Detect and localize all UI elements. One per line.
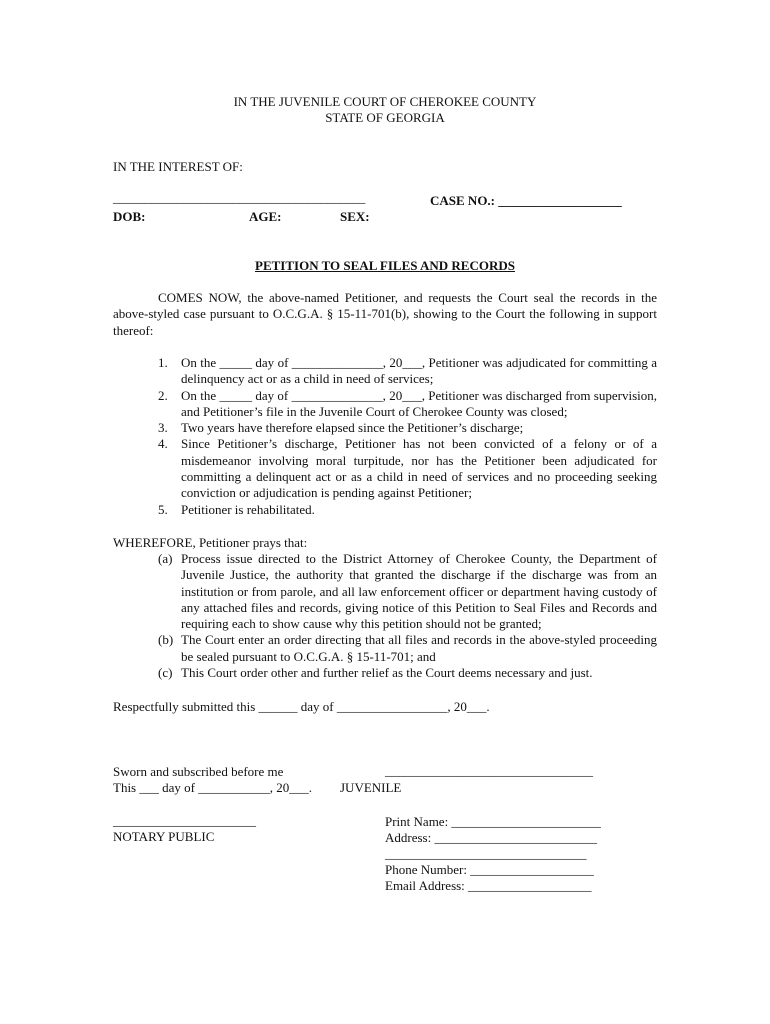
address-field: Address: _________________________ bbox=[385, 830, 597, 845]
list-item bbox=[113, 388, 657, 421]
item-text: On the _____ day of ______________, 20___, Petitioner was adjudicated for committing a delinquency act or as a child in need of services; bbox=[181, 355, 657, 387]
dob-label: DOB: bbox=[113, 209, 146, 224]
state-heading: STATE OF GEORGIA bbox=[325, 110, 445, 125]
juvenile-label: JUVENILE bbox=[340, 780, 402, 795]
list-item bbox=[113, 420, 657, 436]
item-text: Since Petitioner’s discharge, Petitioner has not been convicted of a felony or of a misdemeanor involving moral turpitude, nor has the Petitioner been adjudicated for committing a delinquent act or as a child in need of services and no proceeding seeking conviction or adjudication is pending against Petitioner; bbox=[181, 436, 657, 501]
sex-label: SEX: bbox=[340, 209, 370, 224]
item-text: Two years have therefore elapsed since the Petitioner’s discharge; bbox=[181, 420, 524, 436]
item-text: Process issue directed to the District Attorney of Cherokee County, the Department of Juvenile Justice, the authority that granted the discharge if the discharge was from an institution or from parole, and all law enforcement officer or department having custody of any attached files and records, giving notice of this Petition to Seal Files and Records and requiring each to show cause why this petition should not be granted; bbox=[181, 551, 657, 632]
submitted-line: Respectfully submitted this ______ day of _________________, 20___. bbox=[113, 699, 490, 714]
item-letter: (c) bbox=[158, 665, 173, 681]
intro-paragraph bbox=[113, 290, 657, 339]
print-name-field: Print Name: _______________________ bbox=[385, 814, 601, 829]
child-name-line: ________________________________________ bbox=[113, 190, 366, 205]
list-item bbox=[113, 436, 657, 501]
interest-of-label: IN THE INTEREST OF: bbox=[113, 159, 243, 174]
notary-date-line: This ___ day of ___________, 20___. bbox=[113, 780, 312, 795]
item-letter: (b) bbox=[158, 632, 174, 648]
list-item bbox=[113, 355, 657, 388]
item-letter: (a) bbox=[158, 551, 173, 566]
age-label: AGE: bbox=[249, 209, 282, 224]
item-text: This Court order other and further relief as the Court deems necessary and just. bbox=[181, 665, 593, 681]
item-text: On the _____ day of ______________, 20___, Petitioner was discharged from supervision, and Petitioner’s file in the Juvenile Court of Cherokee County was closed; bbox=[181, 387, 657, 419]
wherefore-clause: WHEREFORE, Petitioner prays that: bbox=[113, 535, 308, 550]
item-number: 1. bbox=[158, 355, 168, 370]
item-text: Petitioner is rehabilitated. bbox=[181, 501, 315, 517]
phone-field: Phone Number: ___________________ bbox=[385, 862, 594, 877]
notary-signature-line: ______________________ bbox=[113, 813, 256, 828]
notary-public-label: NOTARY PUBLIC bbox=[113, 829, 215, 844]
signature-line: ________________________________ bbox=[385, 763, 593, 778]
court-heading: IN THE JUVENILE COURT OF CHEROKEE COUNTY bbox=[233, 94, 537, 109]
item-number: 5. bbox=[158, 501, 168, 517]
item-text: The Court enter an order directing that all files and records in the above-styled proceeding be sealed pursuant to O.C.G.A. § 15-11-701; and bbox=[181, 632, 657, 664]
document-title: PETITION TO SEAL FILES AND RECORDS bbox=[255, 258, 515, 273]
lettered-list bbox=[113, 551, 657, 681]
case-number-field: CASE NO.: ___________________ bbox=[430, 193, 622, 208]
item-number: 2. bbox=[158, 387, 168, 403]
intro-text: COMES NOW, the above-named Petitioner, and requests the Court seal the records in the above-styled case pursuant to O.C.G.A. § 15-11-701(b), showing to the Court the following in support thereof: bbox=[113, 290, 657, 338]
email-field: Email Address: ___________________ bbox=[385, 878, 592, 893]
list-item bbox=[113, 665, 657, 681]
list-item bbox=[113, 502, 657, 518]
sworn-text: Sworn and subscribed before me bbox=[113, 764, 284, 779]
item-number: 3. bbox=[158, 420, 168, 436]
address-line-2: _______________________________ bbox=[385, 846, 587, 861]
numbered-list bbox=[113, 355, 657, 518]
item-number: 4. bbox=[158, 436, 168, 452]
list-item bbox=[113, 632, 657, 665]
list-item bbox=[113, 551, 657, 632]
